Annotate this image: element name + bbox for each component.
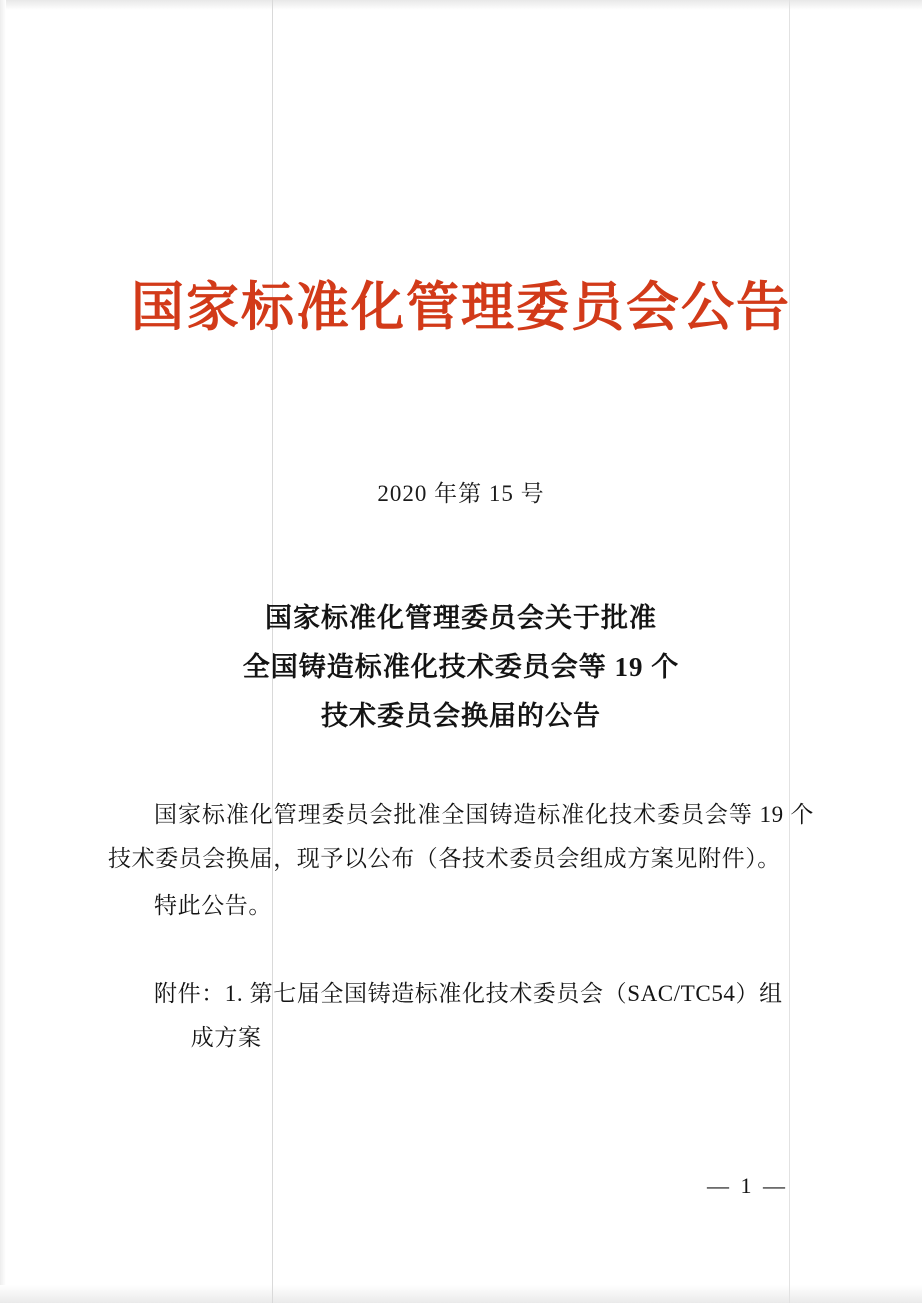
document-subject — [108, 508, 814, 741]
attachment-continuation: 成方案 — [190, 1024, 262, 1050]
subject-line-3: 技术委员会换届的公告 — [321, 701, 601, 732]
body-paragraph-2: 特此公告。 — [154, 892, 272, 918]
subject-line-1: 国家标准化管理委员会关于批准 — [265, 602, 657, 633]
scan-edge-left — [0, 0, 6, 1303]
attachment-note — [108, 928, 814, 1060]
page-number: — 1 — — [707, 1173, 788, 1198]
attachment-label: 附件：1. 第七届全国铸造标准化技术委员会（SAC/TC54）组 — [154, 980, 783, 1006]
body-paragraph-1: 国家标准化管理委员会批准全国铸造标准化技术委员会等 19 个技术委员会换届，现予以公布（各技术委员会组成方案见附件）。 — [108, 802, 814, 872]
issue-number: 2020 年第 15 号 — [377, 480, 545, 506]
page-title: 国家标准化管理委员会公告 — [131, 278, 791, 337]
subject-line-2: 全国铸造标准化技术委员会等 19 个 — [242, 652, 680, 683]
document-content — [108, 0, 814, 1303]
